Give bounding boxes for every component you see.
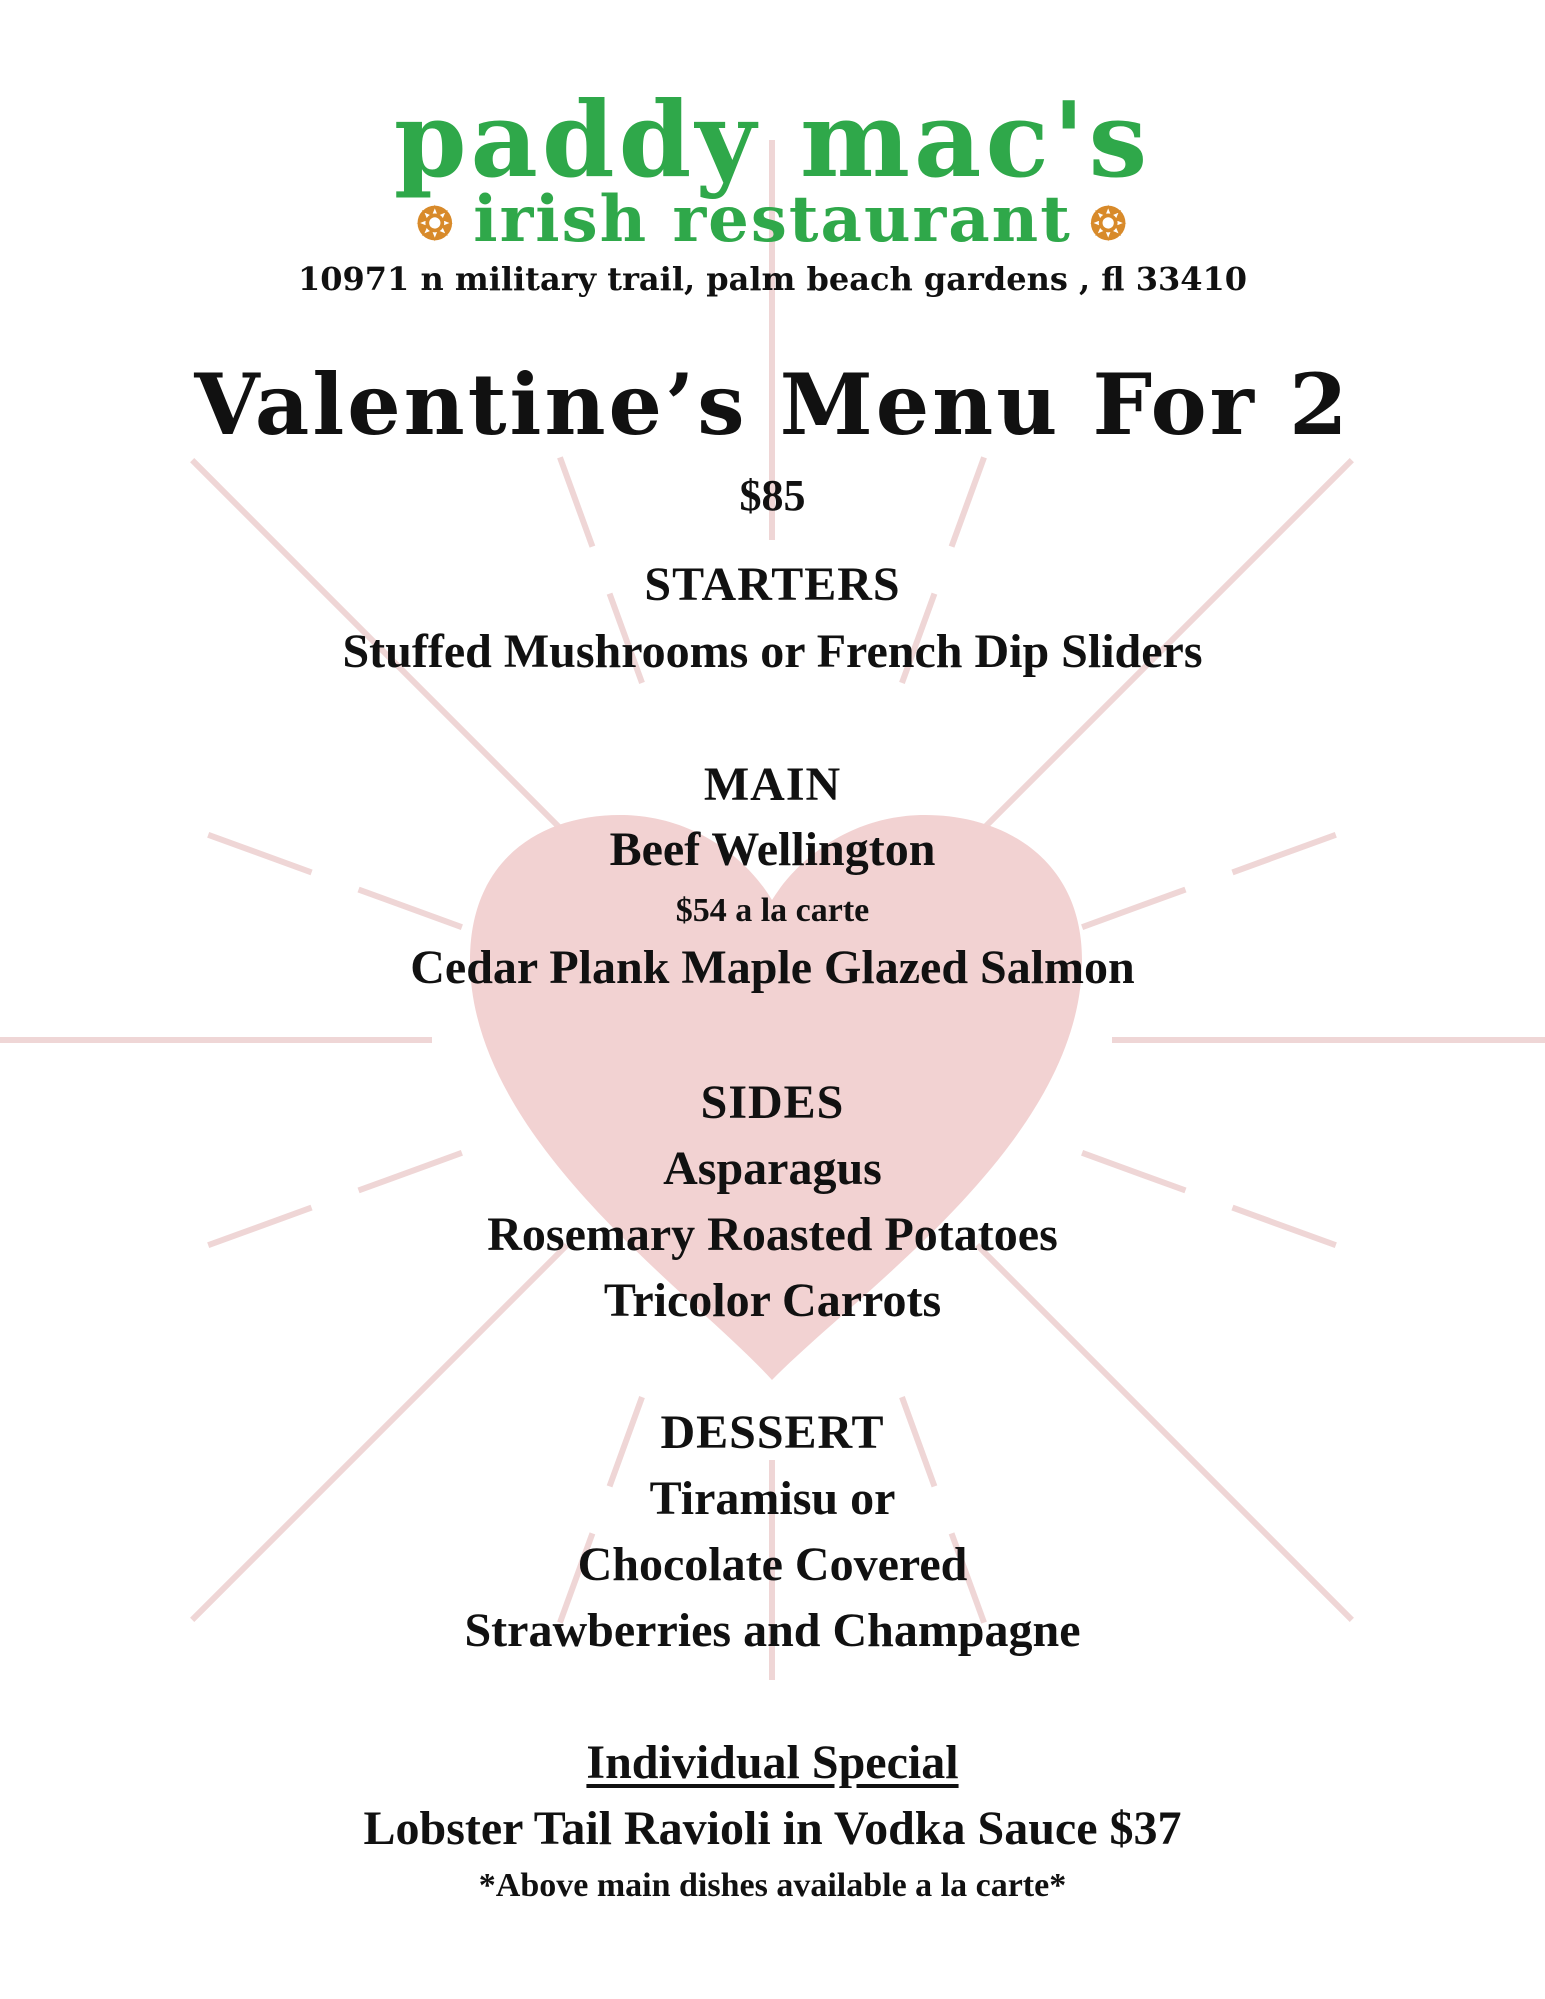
- menu-title: Valentine’s Menu For 2: [194, 355, 1351, 454]
- sides-item: Asparagus: [663, 1142, 882, 1195]
- special-item: Lobster Tail Ravioli in Vodka Sauce $37: [363, 1802, 1182, 1855]
- main-heading: MAIN: [703, 758, 842, 811]
- special-note: *Above main dishes available a la carte*: [478, 1867, 1067, 1904]
- logo-subtitle: irish restaurant: [473, 182, 1072, 257]
- starters-heading: STARTERS: [644, 558, 901, 611]
- logo-subtitle-row: [0, 182, 1545, 257]
- dessert-item: Tiramisu or: [649, 1472, 896, 1525]
- main-item: Beef Wellington: [609, 823, 936, 876]
- restaurant-address: 10971 n military trail, palm beach gardens , fl 33410: [297, 260, 1248, 298]
- celtic-knot-icon: ❂: [1089, 199, 1129, 250]
- menu-price: $85: [739, 471, 806, 520]
- starters-item: Stuffed Mushrooms or French Dip Sliders: [342, 625, 1203, 678]
- main-item: Cedar Plank Maple Glazed Salmon: [410, 941, 1135, 994]
- special-heading-text: Individual Special: [586, 1736, 959, 1789]
- celtic-knot-icon: ❂: [416, 199, 456, 250]
- special-heading: [0, 1735, 1545, 1790]
- dessert-item: Strawberries and Champagne: [464, 1604, 1081, 1657]
- sides-item: Rosemary Roasted Potatoes: [487, 1208, 1058, 1261]
- logo-wordmark: paddy mac's: [393, 78, 1152, 201]
- dessert-heading: DESSERT: [660, 1406, 885, 1459]
- main-price-note: $54 a la carte: [675, 892, 870, 929]
- dessert-item: Chocolate Covered: [577, 1538, 968, 1591]
- sides-heading: SIDES: [700, 1076, 845, 1129]
- sides-item: Tricolor Carrots: [603, 1274, 942, 1327]
